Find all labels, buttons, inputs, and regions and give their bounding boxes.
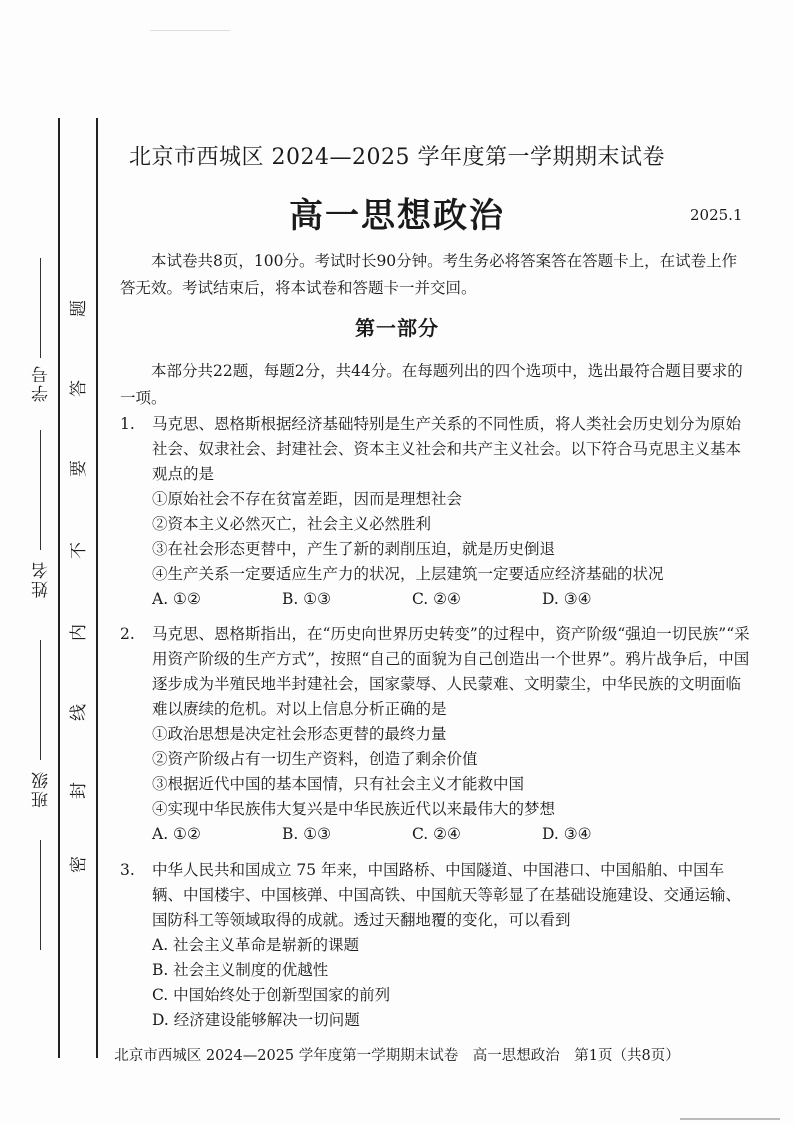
seal-char: 内 (69, 624, 89, 641)
exam-date: 2025.1 (690, 206, 743, 224)
choice-c: C. ②④ (412, 825, 461, 843)
scan-mark-top (150, 30, 230, 31)
question-number: 3. (120, 861, 135, 879)
statement-item: ①政治思想是决定社会形态更替的最终力量 (152, 725, 447, 743)
seal-char: 密 (69, 856, 89, 873)
student-id-blank (40, 258, 41, 358)
question-stem: 马克思、恩格斯根据经济基础特别是生产关系的不同性质，将人类社会历史划分为原始社会、奴隶社会、封建社会、资本主义社会和共产主义社会。以下符合马克思主义基本观点的是 (152, 415, 742, 483)
answer-choices (152, 822, 755, 847)
statement-item: ①原始社会不存在贫富差距，因而是理想社会 (152, 490, 463, 508)
seal-char: 要 (69, 460, 89, 477)
choice-b: B. 社会主义制度的优越性 (152, 961, 329, 979)
seal-char: 答 (69, 380, 89, 397)
statement-item: ④实现中华民族伟大复兴是中华民族近代以来最伟大的梦想 (152, 800, 556, 818)
question-1 (120, 412, 755, 612)
question-3 (120, 858, 755, 1033)
question-number: 1. (120, 415, 135, 433)
choice-d: D. ③④ (542, 590, 592, 608)
scan-mark-bottom (680, 1118, 780, 1120)
page-footer: 北京市西城区 2024—2025 学年度第一学期期末试卷 高一思想政治 第1页（共8页） (114, 1048, 680, 1064)
extra-blank (40, 840, 41, 950)
statement-item: ②资本主义必然灭亡，社会主义必然胜利 (152, 515, 432, 533)
answer-choices (152, 587, 755, 612)
choice-d: D. 经济建设能够解决一切问题 (152, 1011, 360, 1029)
choice-b: B. ①③ (282, 825, 332, 843)
choice-a: A. 社会主义革命是崭新的课题 (152, 936, 360, 954)
exam-title: 北京市西城区 2024—2025 学年度第一学期期末试卷 (129, 145, 665, 170)
question-2 (120, 622, 755, 847)
binding-line-left (58, 118, 60, 1058)
question-stem: 马克思、恩格斯指出，在“历史向世界历史转变”的过程中，资产阶级“强迫一切民族”“采用资产阶级的生产方式”，按照“自己的面貌为自己创造出一个世界”。鸦片战争后，中国逐步成为半殖民地半封建社会，国家蒙辱、人民蒙难、文明蒙尘，中华民族的文明面临难以赓续的危机。对以上信息分析正确的是 (152, 625, 750, 718)
statement-item: ③根据近代中国的基本国情，只有社会主义才能救中国 (152, 775, 525, 793)
choice-b: B. ①③ (282, 590, 332, 608)
part-title: 第一部分 (355, 316, 439, 340)
subject-title: 高一思想政治 (289, 196, 505, 236)
class-blank (40, 640, 41, 760)
choice-a: A. ①② (152, 590, 201, 608)
seal-char: 封 (69, 782, 89, 799)
choice-a: A. ①② (152, 825, 201, 843)
binding-line-right (96, 118, 98, 1058)
seal-char: 题 (69, 300, 89, 317)
question-stem: 中华人民共和国成立 75 年来，中国路桥、中国隧道、中国港口、中国船舶、中国车辆、中国楼宇、中国核弹、中国高铁、中国航天等彰显了在基础设施建设、交通运输、国防科工等领域取得的成就。透过天翻地覆的变化，可以看到 (152, 861, 742, 929)
choice-c: C. 中国始终处于创新型国家的前列 (152, 986, 391, 1004)
seal-char: 线 (69, 704, 89, 721)
part-intro: 本部分共22题，每题2分，共44分。在每题列出的四个选项中，选出最符合题目要求的一项。 (120, 362, 743, 407)
class-label: 班级 (32, 770, 52, 808)
question-number: 2. (120, 625, 135, 643)
student-id-label: 学号 (32, 364, 52, 402)
statement-item: ④生产关系一定要适应生产力的状况，上层建筑一定要适应经济基础的状况 (152, 565, 664, 583)
statement-item: ②资产阶级占有一切生产资料，创造了剩余价值 (152, 750, 478, 768)
choice-c: C. ②④ (412, 590, 461, 608)
student-name-blank (40, 430, 41, 550)
exam-instructions: 本试卷共8页，100分。考试时长90分钟。考生务必将答案答在答题卡上，在试卷上作答无效。考试结束后，将本试卷和答题卡一并交回。 (120, 252, 738, 297)
student-name-label: 姓名 (32, 560, 52, 598)
statement-item: ③在社会形态更替中，产生了新的剥削压迫，就是历史倒退 (152, 540, 556, 558)
seal-char: 不 (69, 542, 89, 559)
choice-d: D. ③④ (542, 825, 592, 843)
